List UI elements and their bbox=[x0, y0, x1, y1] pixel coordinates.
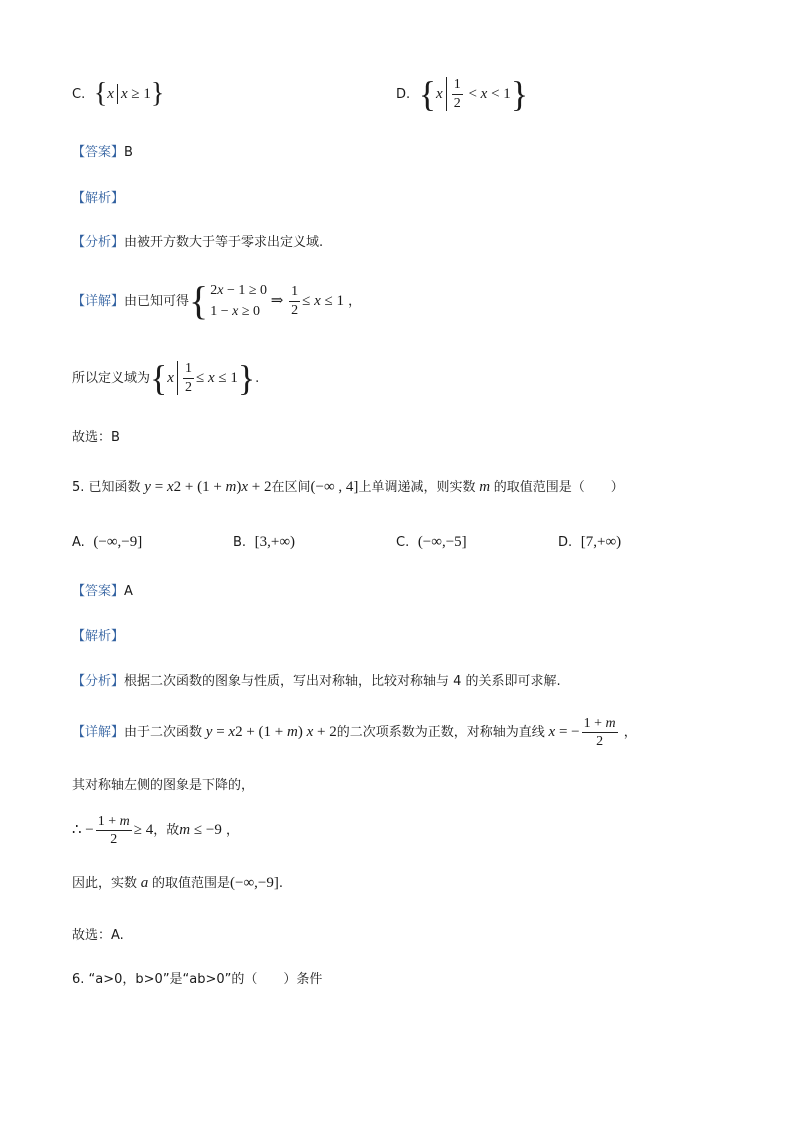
set-bar bbox=[117, 84, 118, 104]
answer-value: B bbox=[124, 145, 133, 160]
inequality-system: { 2x − 1 ≥ 0 1 − x ≥ 0 bbox=[189, 278, 268, 323]
fenxi-text: 根据二次函数的图象与性质，写出对称轴，比较对称轴与 4 的关系即可求解. bbox=[124, 674, 561, 689]
q4-option-c: C. { x x ≥ 1 } bbox=[72, 78, 165, 109]
q4-conclusion-line: 所以定义域为 { x $\frac{1}{2}$ ≤ x ≤ 1 } . bbox=[72, 358, 260, 398]
fraction: $\frac{1}{2}$ bbox=[453, 77, 461, 111]
option-label: C. bbox=[72, 86, 86, 102]
detail-text: 因此，实数 bbox=[72, 876, 138, 891]
stem-text: 5. 已知函数 bbox=[72, 480, 141, 495]
option-value: [3,+∞) bbox=[254, 534, 296, 550]
q5-option-b bbox=[233, 534, 295, 551]
fenxi-tag: 【分析】 bbox=[72, 235, 125, 250]
option-label: D. bbox=[396, 86, 411, 102]
detail-tag: 【详解】 bbox=[72, 725, 125, 741]
detail-text: ，故 bbox=[153, 823, 180, 839]
q5-line3: ∴ − $\frac{1 + m}{2}$ ≥ 4 ，故 m ≤ −9 ， bbox=[72, 814, 239, 848]
answer-tag: 【答案】 bbox=[72, 584, 125, 599]
answer-tag: 【答案】 bbox=[72, 145, 125, 160]
stem-text: 的取值范围是（ ） bbox=[493, 480, 624, 495]
q5-answer-line bbox=[72, 585, 133, 598]
math-text: x bbox=[120, 85, 128, 102]
choose-text: 故选：B bbox=[72, 430, 120, 445]
option-label: A. bbox=[72, 535, 85, 550]
detail-text: 的二次项系数为正数，对称轴为直线 bbox=[336, 725, 545, 741]
brace-close: } bbox=[150, 78, 165, 109]
q4-answer-line bbox=[72, 146, 133, 159]
option-value: (−∞,−9] bbox=[93, 534, 143, 550]
analysis-tag: 【解析】 bbox=[72, 629, 125, 644]
q5-choose-line bbox=[72, 929, 124, 942]
q5-line4: 因此，实数 a 的取值范围是 (−∞,−9] . bbox=[72, 875, 284, 891]
q4-option-d: D. { x $\frac{1}{2}$ < x < 1 } bbox=[396, 74, 529, 114]
brace-open: { bbox=[418, 74, 437, 114]
fenxi-tag: 【分析】 bbox=[72, 674, 125, 689]
q4-fenxi-line bbox=[72, 236, 323, 249]
stem-text: 在区间 bbox=[271, 480, 311, 495]
answer-value: A bbox=[124, 584, 133, 599]
q5-detail-line: 【详解】 由于二次函数 y = x 2 + (1 + m ) x + 2 的二次项系数为正数，对称轴为直线 x = − $\frac{1 + m}{2}$ ， bbox=[72, 716, 637, 750]
stem-text: 6. “a>0，b>0”是“ab>0”的（ ）条件 bbox=[72, 972, 323, 987]
option-value: [7,+∞) bbox=[580, 534, 622, 550]
q4-analysis-line bbox=[72, 192, 124, 205]
q5-stem: 5. 已知函数 y = x 2 + (1 + m ) x + 2 在区间 (−∞ , 4] 上单调递减，则实数 m 的取值范围是（ ） bbox=[72, 479, 624, 495]
detail-text: 由已知可得 bbox=[124, 293, 190, 309]
q5-analysis-line bbox=[72, 630, 124, 643]
stem-text: 上单调递减，则实数 bbox=[358, 480, 476, 495]
brace-open: { bbox=[93, 78, 108, 109]
q5-option-d bbox=[558, 534, 621, 551]
option-value: (−∞,−5] bbox=[417, 534, 467, 550]
conclusion-text: 所以定义域为 bbox=[72, 370, 151, 386]
q6-stem bbox=[72, 973, 322, 986]
option-label: D. bbox=[558, 535, 573, 550]
detail-text: 的取值范围是 bbox=[152, 876, 231, 891]
detail-text: 由于二次函数 bbox=[124, 725, 203, 741]
analysis-tag: 【解析】 bbox=[72, 191, 125, 206]
q4-choose-line bbox=[72, 431, 120, 444]
fenxi-text: 由被开方数大于等于零求出定义域. bbox=[124, 235, 324, 250]
q4-detail-line: 【详解】 由已知可得 { 2x − 1 ≥ 0 1 − x ≥ 0 ⇒ $\frac{1}{2}$ ≤ x ≤ 1 ， bbox=[72, 278, 362, 323]
q5-line2 bbox=[72, 779, 254, 792]
detail-tag: 【详解】 bbox=[72, 293, 125, 309]
math-text: x bbox=[436, 85, 443, 102]
choose-text: 故选：A. bbox=[72, 928, 124, 943]
q5-fenxi-line bbox=[72, 675, 561, 688]
q5-option-a bbox=[72, 534, 142, 551]
detail-text: 其对称轴左侧的图象是下降的， bbox=[72, 778, 255, 793]
brace-close: } bbox=[510, 74, 529, 114]
q5-option-c bbox=[396, 534, 467, 551]
fraction: $\frac{1}{2}$ bbox=[291, 284, 299, 318]
math-text: x bbox=[107, 85, 114, 102]
option-label: C. bbox=[396, 535, 410, 550]
option-label: B. bbox=[233, 535, 247, 550]
set-bar bbox=[446, 77, 447, 111]
